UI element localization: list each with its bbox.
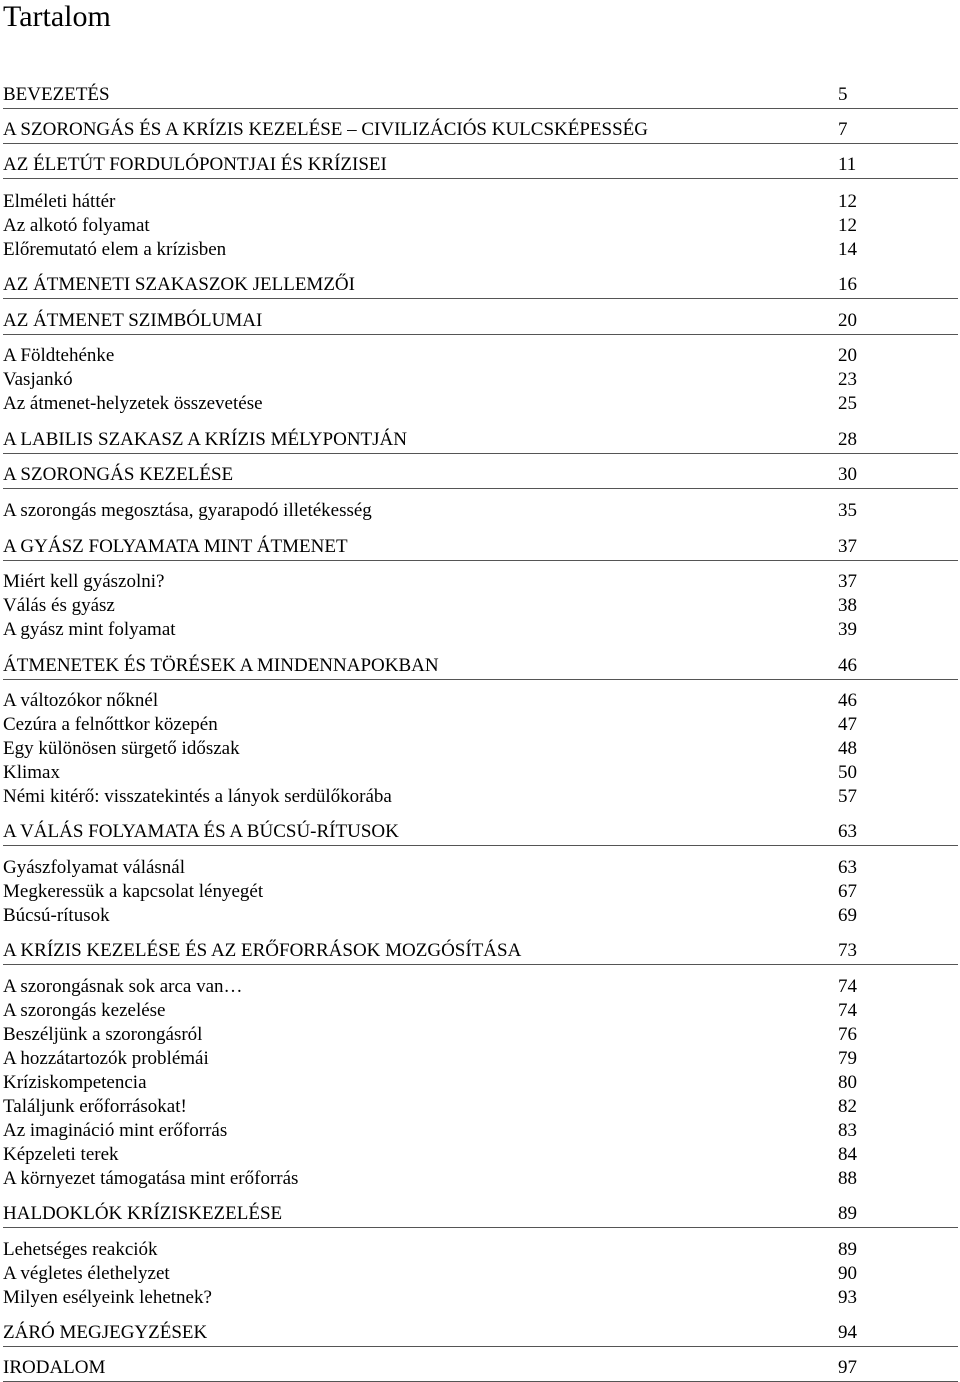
- toc-entry-label: Gyászfolyamat válásnál: [3, 857, 186, 878]
- toc-subentry-row: [3, 786, 958, 808]
- toc-page-number: 89: [838, 1239, 857, 1260]
- toc-entry-label: Búcsú-rítusok: [3, 905, 110, 926]
- toc-entry-label: Vasjankó: [3, 369, 73, 390]
- toc-subentry-row: [3, 393, 958, 415]
- toc-page-number: 94: [838, 1322, 857, 1343]
- toc-subentry-row: [3, 1048, 958, 1070]
- toc-page-number: 82: [838, 1096, 857, 1117]
- toc-entry-label: Némi kitérő: visszatekintés a lányok serdülőkorába: [3, 786, 392, 807]
- toc-page-number: 12: [838, 191, 857, 212]
- toc-page-number: 7: [838, 119, 848, 140]
- toc-entry-label: A végletes élethelyzet: [3, 1263, 170, 1284]
- toc-entry-label: BEVEZETÉS: [3, 84, 110, 105]
- toc-entry-label: A SZORONGÁS ÉS A KRÍZIS KEZELÉSE – CIVILIZÁCIÓS KULCSKÉPESSÉG: [3, 119, 648, 140]
- toc-page-number: 11: [838, 154, 857, 175]
- toc-entry-label: Miért kell gyászolni?: [3, 571, 165, 592]
- toc-page-number: 63: [838, 857, 857, 878]
- toc-subentry-row: [3, 1144, 958, 1166]
- toc-subentry-row: [3, 191, 958, 213]
- toc-subentry-row: [3, 1263, 958, 1285]
- toc-page-number: 74: [838, 1000, 857, 1021]
- toc-entry-label: Az átmenet-helyzetek összevetése: [3, 393, 263, 414]
- toc-page-number: 93: [838, 1287, 857, 1308]
- toc-entry-label: A gyász mint folyamat: [3, 619, 176, 640]
- toc-subentry-row: [3, 369, 958, 391]
- toc-heading-row: [3, 821, 958, 846]
- toc-page-number: 84: [838, 1144, 857, 1165]
- toc-entry-label: Előremutató elem a krízisben: [3, 239, 227, 260]
- toc-subentry-row: [3, 1287, 958, 1309]
- toc-page-number: 90: [838, 1263, 857, 1284]
- toc-page-number: 63: [838, 821, 857, 842]
- toc-entry-label: A szorongásnak sok arca van…: [3, 976, 243, 997]
- toc-entry-label: A Földtehénke: [3, 345, 115, 366]
- toc-subentry-row: [3, 500, 958, 522]
- toc-entry-label: Lehetséges reakciók: [3, 1239, 158, 1260]
- toc-subentry-row: [3, 857, 958, 879]
- toc-entry-label: Az imagináció mint erőforrás: [3, 1120, 228, 1141]
- toc-subentry-row: [3, 595, 958, 617]
- toc-heading-row: [3, 1322, 958, 1347]
- toc-page-number: 37: [838, 536, 857, 557]
- toc-page-number: 67: [838, 881, 857, 902]
- toc-page-number: 25: [838, 393, 857, 414]
- toc-page-number: 80: [838, 1072, 857, 1093]
- toc-page-number: 23: [838, 369, 857, 390]
- toc-entry-label: Beszéljünk a szorongásról: [3, 1024, 203, 1045]
- toc-entry-label: Kríziskompetencia: [3, 1072, 147, 1093]
- toc-heading-row: [3, 274, 958, 299]
- toc-page-number: 69: [838, 905, 857, 926]
- toc-heading-row: [3, 536, 958, 561]
- toc-entry-label: A SZORONGÁS KEZELÉSE: [3, 464, 234, 485]
- toc-page-number: 28: [838, 429, 857, 450]
- toc-page-number: 76: [838, 1024, 857, 1045]
- toc-subentry-row: [3, 905, 958, 927]
- toc-subentry-row: [3, 976, 958, 998]
- toc-page-number: 47: [838, 714, 857, 735]
- toc-entry-label: Egy különösen sürgető időszak: [3, 738, 240, 759]
- toc-entry-label: A VÁLÁS FOLYAMATA ÉS A BÚCSÚ-RÍTUSOK: [3, 821, 399, 842]
- toc-subentry-row: [3, 1072, 958, 1094]
- toc-page-number: 79: [838, 1048, 857, 1069]
- toc-page-number: 48: [838, 738, 857, 759]
- toc-entry-label: Klimax: [3, 762, 60, 783]
- toc-page-number: 46: [838, 655, 857, 676]
- toc-entry-label: ÁTMENETEK ÉS TÖRÉSEK A MINDENNAPOKBAN: [3, 655, 439, 676]
- toc-entry-label: A szorongás kezelése: [3, 1000, 166, 1021]
- toc-page-number: 14: [838, 239, 857, 260]
- toc-page-number: 30: [838, 464, 857, 485]
- toc-page-number: 89: [838, 1203, 857, 1224]
- toc-entry-label: AZ ÁTMENET SZIMBÓLUMAI: [3, 310, 263, 331]
- toc-page-number: 35: [838, 500, 857, 521]
- toc-heading-row: [3, 464, 958, 489]
- toc-entry-label: Válás és gyász: [3, 595, 115, 616]
- toc-heading-row: [3, 154, 958, 179]
- toc-entry-label: A KRÍZIS KEZELÉSE ÉS AZ ERŐFORRÁSOK MOZGÓSÍTÁSA: [3, 940, 522, 961]
- toc-entry-label: A változókor nőknél: [3, 690, 159, 711]
- toc-subentry-row: [3, 690, 958, 712]
- toc-entry-label: Milyen esélyeink lehetnek?: [3, 1287, 212, 1308]
- toc-page-number: 38: [838, 595, 857, 616]
- toc-subentry-row: [3, 738, 958, 760]
- toc-page-number: 74: [838, 976, 857, 997]
- toc-heading-row: [3, 1203, 958, 1228]
- toc-page-number: 12: [838, 215, 857, 236]
- toc-entry-label: IRODALOM: [3, 1357, 106, 1378]
- toc-entry-label: AZ ÁTMENETI SZAKASZOK JELLEMZŐI: [3, 274, 355, 295]
- toc-page-number: 83: [838, 1120, 857, 1141]
- toc-page-number: 16: [838, 274, 857, 295]
- toc-entry-label: A környezet támogatása mint erőforrás: [3, 1168, 299, 1189]
- toc-entry-label: AZ ÉLETÚT FORDULÓPONTJAI ÉS KRÍZISEI: [3, 154, 387, 175]
- toc-entry-label: Az alkotó folyamat: [3, 215, 150, 236]
- toc-subentry-row: [3, 571, 958, 593]
- toc-heading-row: [3, 1357, 958, 1382]
- toc-entry-label: A LABILIS SZAKASZ A KRÍZIS MÉLYPONTJÁN: [3, 429, 407, 450]
- toc-entry-label: Cezúra a felnőttkor közepén: [3, 714, 218, 735]
- toc-subentry-row: [3, 239, 958, 261]
- toc-page-number: 88: [838, 1168, 857, 1189]
- toc-subentry-row: [3, 345, 958, 367]
- toc-entry-label: HALDOKLÓK KRÍZISKEZELÉSE: [3, 1203, 283, 1224]
- toc-page-number: 20: [838, 310, 857, 331]
- toc-subentry-row: [3, 1024, 958, 1046]
- toc-page-number: 20: [838, 345, 857, 366]
- toc-page-number: 57: [838, 786, 857, 807]
- toc-entry-label: A GYÁSZ FOLYAMATA MINT ÁTMENET: [3, 536, 348, 557]
- toc-heading-row: [3, 655, 958, 680]
- toc-entry-label: Megkeressük a kapcsolat lényegét: [3, 881, 264, 902]
- toc-subentry-row: [3, 215, 958, 237]
- toc-page-number: 5: [838, 84, 848, 105]
- toc-subentry-row: [3, 1239, 958, 1261]
- toc-heading-row: [3, 119, 958, 144]
- toc-page-number: 97: [838, 1357, 857, 1378]
- toc-subentry-row: [3, 1000, 958, 1022]
- toc-subentry-row: [3, 1096, 958, 1118]
- toc-entry-label: Találjunk erőforrásokat!: [3, 1096, 187, 1117]
- toc-entry-label: A hozzátartozók problémái: [3, 1048, 209, 1069]
- toc-page-number: 46: [838, 690, 857, 711]
- toc-subentry-row: [3, 762, 958, 784]
- toc-heading-row: [3, 429, 958, 454]
- toc-heading-row: [3, 84, 958, 109]
- toc-subentry-row: [3, 1168, 958, 1190]
- toc-subentry-row: [3, 714, 958, 736]
- toc-entry-label: Elméleti háttér: [3, 191, 116, 212]
- toc-entry-label: Képzeleti terek: [3, 1144, 119, 1165]
- toc-entry-label: A szorongás megosztása, gyarapodó illetékesség: [3, 500, 372, 521]
- toc-subentry-row: [3, 1120, 958, 1142]
- toc-subentry-row: [3, 619, 958, 641]
- toc-page-number: 39: [838, 619, 857, 640]
- page-title: Tartalom: [3, 0, 111, 33]
- toc-page-number: 50: [838, 762, 857, 783]
- toc-page-number: 73: [838, 940, 857, 961]
- toc-heading-row: [3, 940, 958, 965]
- toc-entry-label: ZÁRÓ MEGJEGYZÉSEK: [3, 1322, 208, 1343]
- toc-heading-row: [3, 310, 958, 335]
- toc-subentry-row: [3, 881, 958, 903]
- toc-page-number: 37: [838, 571, 857, 592]
